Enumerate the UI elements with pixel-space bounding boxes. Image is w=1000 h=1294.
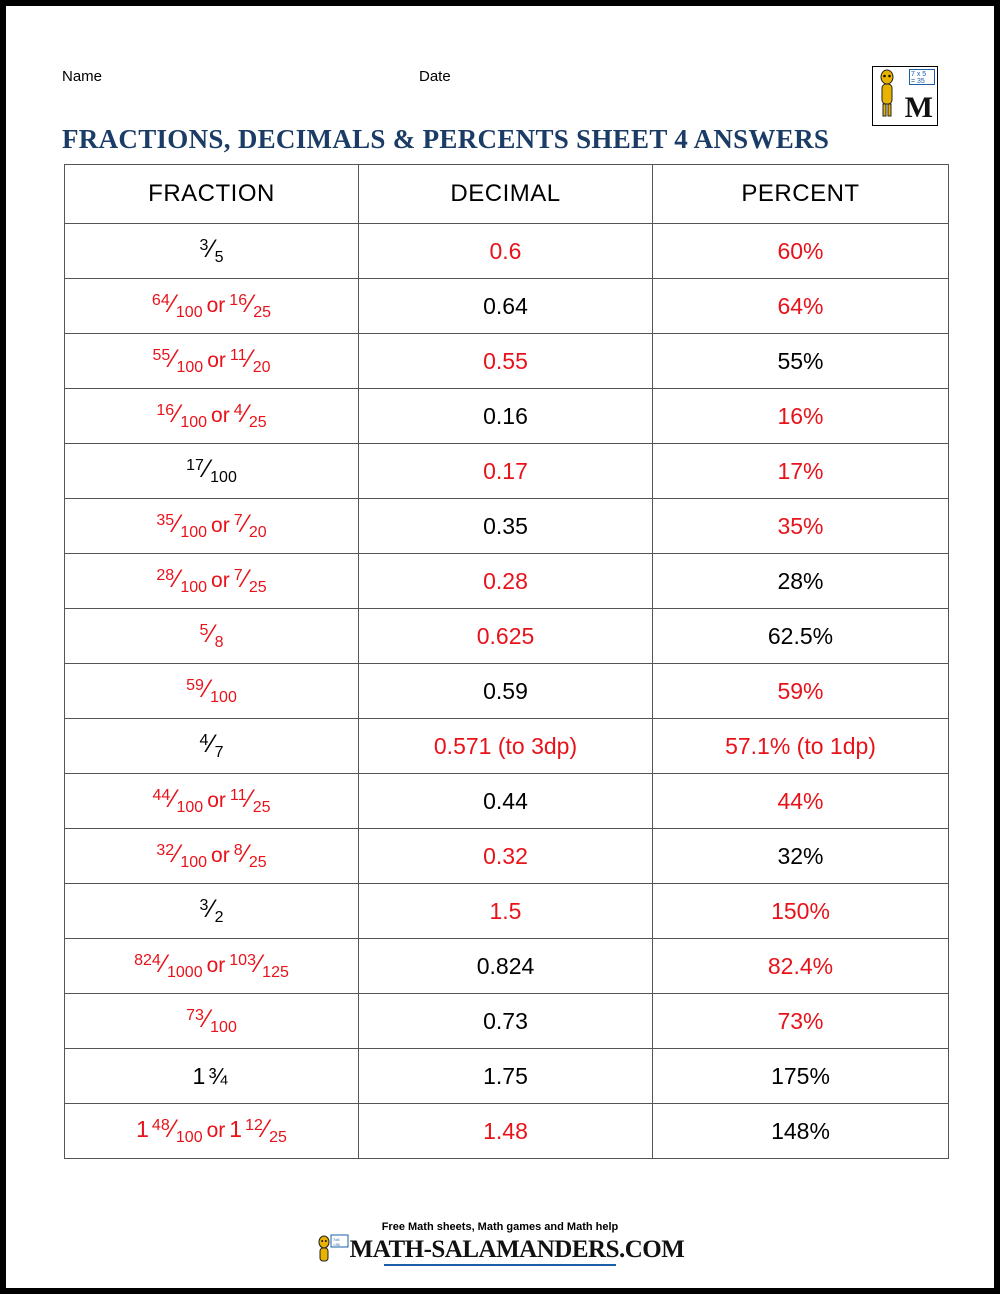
table-row — [65, 334, 949, 389]
cell-fraction — [65, 1049, 359, 1104]
cell-decimal: 1.75 — [359, 1049, 653, 1104]
cell-fraction — [65, 994, 359, 1049]
logo-mini-card — [909, 69, 935, 85]
table-row — [65, 719, 949, 774]
cell-fraction — [65, 499, 359, 554]
fraction-value: $^{16}⁄_{25}$ — [229, 290, 272, 321]
fraction-or-separator: or — [211, 844, 230, 867]
cell-percent: 62.5% — [653, 609, 949, 664]
cell-percent: 60% — [653, 224, 949, 279]
svg-text:7x5: 7x5 — [332, 1237, 340, 1242]
fraction-value: $^{59}⁄_{100}$ — [186, 675, 237, 706]
whole-number-part: 1 — [229, 1116, 243, 1142]
cell-fraction — [65, 389, 359, 444]
fraction-or-separator: or — [211, 514, 230, 537]
cell-percent: 57.1% (to 1dp) — [653, 719, 949, 774]
cell-percent: 35% — [653, 499, 949, 554]
cell-decimal: 0.64 — [359, 279, 653, 334]
cell-percent: 148% — [653, 1104, 949, 1159]
fraction-value: $^{44}⁄_{100}$ — [152, 785, 204, 816]
cell-fraction — [65, 609, 359, 664]
cell-fraction — [65, 939, 359, 994]
cell-fraction — [65, 664, 359, 719]
fraction-value: $^{12}⁄_{25}$ — [245, 1115, 287, 1146]
fraction-value: $^4⁄_7$ — [199, 730, 224, 761]
cell-percent: 16% — [653, 389, 949, 444]
cell-percent: 73% — [653, 994, 949, 1049]
name-label: Name — [62, 68, 103, 85]
page-title: FRACTIONS, DECIMALS & PERCENTS SHEET 4 ANSWERS — [62, 124, 830, 155]
fraction-or-separator: or — [206, 294, 226, 317]
cell-decimal: 0.824 — [359, 939, 653, 994]
column-header-percent: PERCENT — [653, 165, 949, 224]
fraction-value: $^8⁄_{25}$ — [233, 840, 267, 871]
cell-fraction — [65, 224, 359, 279]
cell-percent: 28% — [653, 554, 949, 609]
fraction-value: $^{17}⁄_{100}$ — [186, 455, 237, 486]
fraction-value: $^{16}⁄_{100}$ — [156, 400, 208, 431]
fraction-value: $^{64}⁄_{100}$ — [151, 290, 203, 321]
cell-percent: 44% — [653, 774, 949, 829]
cell-percent: 82.4% — [653, 939, 949, 994]
table-row — [65, 1049, 949, 1104]
svg-text:=35: =35 — [332, 1242, 340, 1247]
fraction-value: $^{11}⁄_{25}$ — [229, 785, 271, 816]
column-header-decimal: DECIMAL — [359, 165, 653, 224]
table-row — [65, 774, 949, 829]
footer-brand: MATH-SALAMANDERS.COM — [349, 1236, 685, 1263]
table-row — [65, 939, 949, 994]
cell-fraction — [65, 554, 359, 609]
fraction-value: $^7⁄_{25}$ — [233, 565, 267, 596]
fraction-value: $^4⁄_{25}$ — [233, 400, 267, 431]
fraction-value: $^{32}⁄_{100}$ — [156, 840, 208, 871]
cell-percent: 17% — [653, 444, 949, 499]
footer-underline — [384, 1264, 616, 1266]
cell-percent: 175% — [653, 1049, 949, 1104]
logo-card-line2: = 35 — [911, 78, 925, 85]
fraction-value: $^{48}⁄_{100}$ — [151, 1115, 203, 1146]
footer — [6, 1221, 994, 1266]
cell-decimal: 1.48 — [359, 1104, 653, 1159]
cell-decimal: 0.32 — [359, 829, 653, 884]
fraction-value: $^{73}⁄_{100}$ — [186, 1005, 237, 1036]
fraction-value: $^{824}⁄_{1000}$ — [134, 950, 203, 981]
fraction-value: $^{35}⁄_{100}$ — [156, 510, 208, 541]
table-row — [65, 664, 949, 719]
cell-percent: 55% — [653, 334, 949, 389]
table-row — [65, 499, 949, 554]
fraction-value: $^3⁄_2$ — [199, 895, 224, 926]
cell-decimal: 0.16 — [359, 389, 653, 444]
table-row — [65, 829, 949, 884]
table-row — [65, 884, 949, 939]
whole-number-part: 1 — [136, 1116, 149, 1142]
cell-fraction — [65, 1104, 359, 1159]
cell-decimal: 0.73 — [359, 994, 653, 1049]
cell-decimal: 0.28 — [359, 554, 653, 609]
fraction-or-separator: or — [206, 1119, 226, 1142]
table-row — [65, 224, 949, 279]
cell-decimal: 0.44 — [359, 774, 653, 829]
table-row — [65, 994, 949, 1049]
cell-decimal: 1.5 — [359, 884, 653, 939]
vulgar-fraction: ¾ — [208, 1062, 228, 1089]
table-header-row — [65, 165, 949, 224]
salamander-icon — [876, 69, 898, 121]
logo-card-line1: 7 x 5 — [911, 71, 927, 78]
cell-decimal: 0.55 — [359, 334, 653, 389]
cell-fraction — [65, 884, 359, 939]
cell-decimal: 0.17 — [359, 444, 653, 499]
fraction-or-separator: or — [211, 569, 230, 592]
fraction-value: $^7⁄_{20}$ — [233, 510, 267, 541]
table-row — [65, 609, 949, 664]
cell-percent: 64% — [653, 279, 949, 334]
cell-fraction — [65, 444, 359, 499]
cell-fraction — [65, 829, 359, 884]
column-header-fraction: FRACTION — [65, 165, 359, 224]
footer-tagline: Free Math sheets, Math games and Math help — [381, 1221, 619, 1233]
cell-fraction — [65, 279, 359, 334]
fraction-or-separator: or — [206, 954, 226, 977]
whole-number-part: 1 — [192, 1062, 206, 1089]
fraction-value: $^5⁄_8$ — [199, 620, 224, 651]
table-body — [65, 224, 949, 1159]
fraction-or-separator: or — [211, 404, 230, 427]
cell-percent: 59% — [653, 664, 949, 719]
cell-decimal: 0.6 — [359, 224, 653, 279]
cell-decimal: 0.59 — [359, 664, 653, 719]
footer-salamander-icon — [316, 1234, 350, 1264]
fraction-value: $^{11}⁄_{20}$ — [229, 345, 271, 376]
cell-fraction — [65, 334, 359, 389]
table-row — [65, 444, 949, 499]
table-row — [65, 279, 949, 334]
fraction-or-separator: or — [207, 349, 226, 372]
fraction-or-separator: or — [207, 789, 226, 812]
fraction-value: $^{103}⁄_{125}$ — [229, 950, 289, 981]
cell-percent: 32% — [653, 829, 949, 884]
cell-fraction — [65, 774, 359, 829]
logo-letter-m: M — [904, 91, 933, 124]
fractions-decimals-percents-table — [64, 164, 949, 1159]
fraction-value: $^{28}⁄_{100}$ — [156, 565, 208, 596]
date-label: Date — [419, 68, 451, 85]
cell-decimal: 0.35 — [359, 499, 653, 554]
fraction-value: $^3⁄_5$ — [199, 235, 224, 266]
cell-decimal: 0.625 — [359, 609, 653, 664]
cell-decimal: 0.571 (to 3dp) — [359, 719, 653, 774]
fraction-value: $^{55}⁄_{100}$ — [152, 345, 204, 376]
cell-fraction — [65, 719, 359, 774]
math-salamanders-logo — [872, 66, 938, 126]
table-row — [65, 554, 949, 609]
worksheet-content — [6, 6, 994, 1288]
cell-percent: 150% — [653, 884, 949, 939]
table-row — [65, 1104, 949, 1159]
table-row — [65, 389, 949, 444]
